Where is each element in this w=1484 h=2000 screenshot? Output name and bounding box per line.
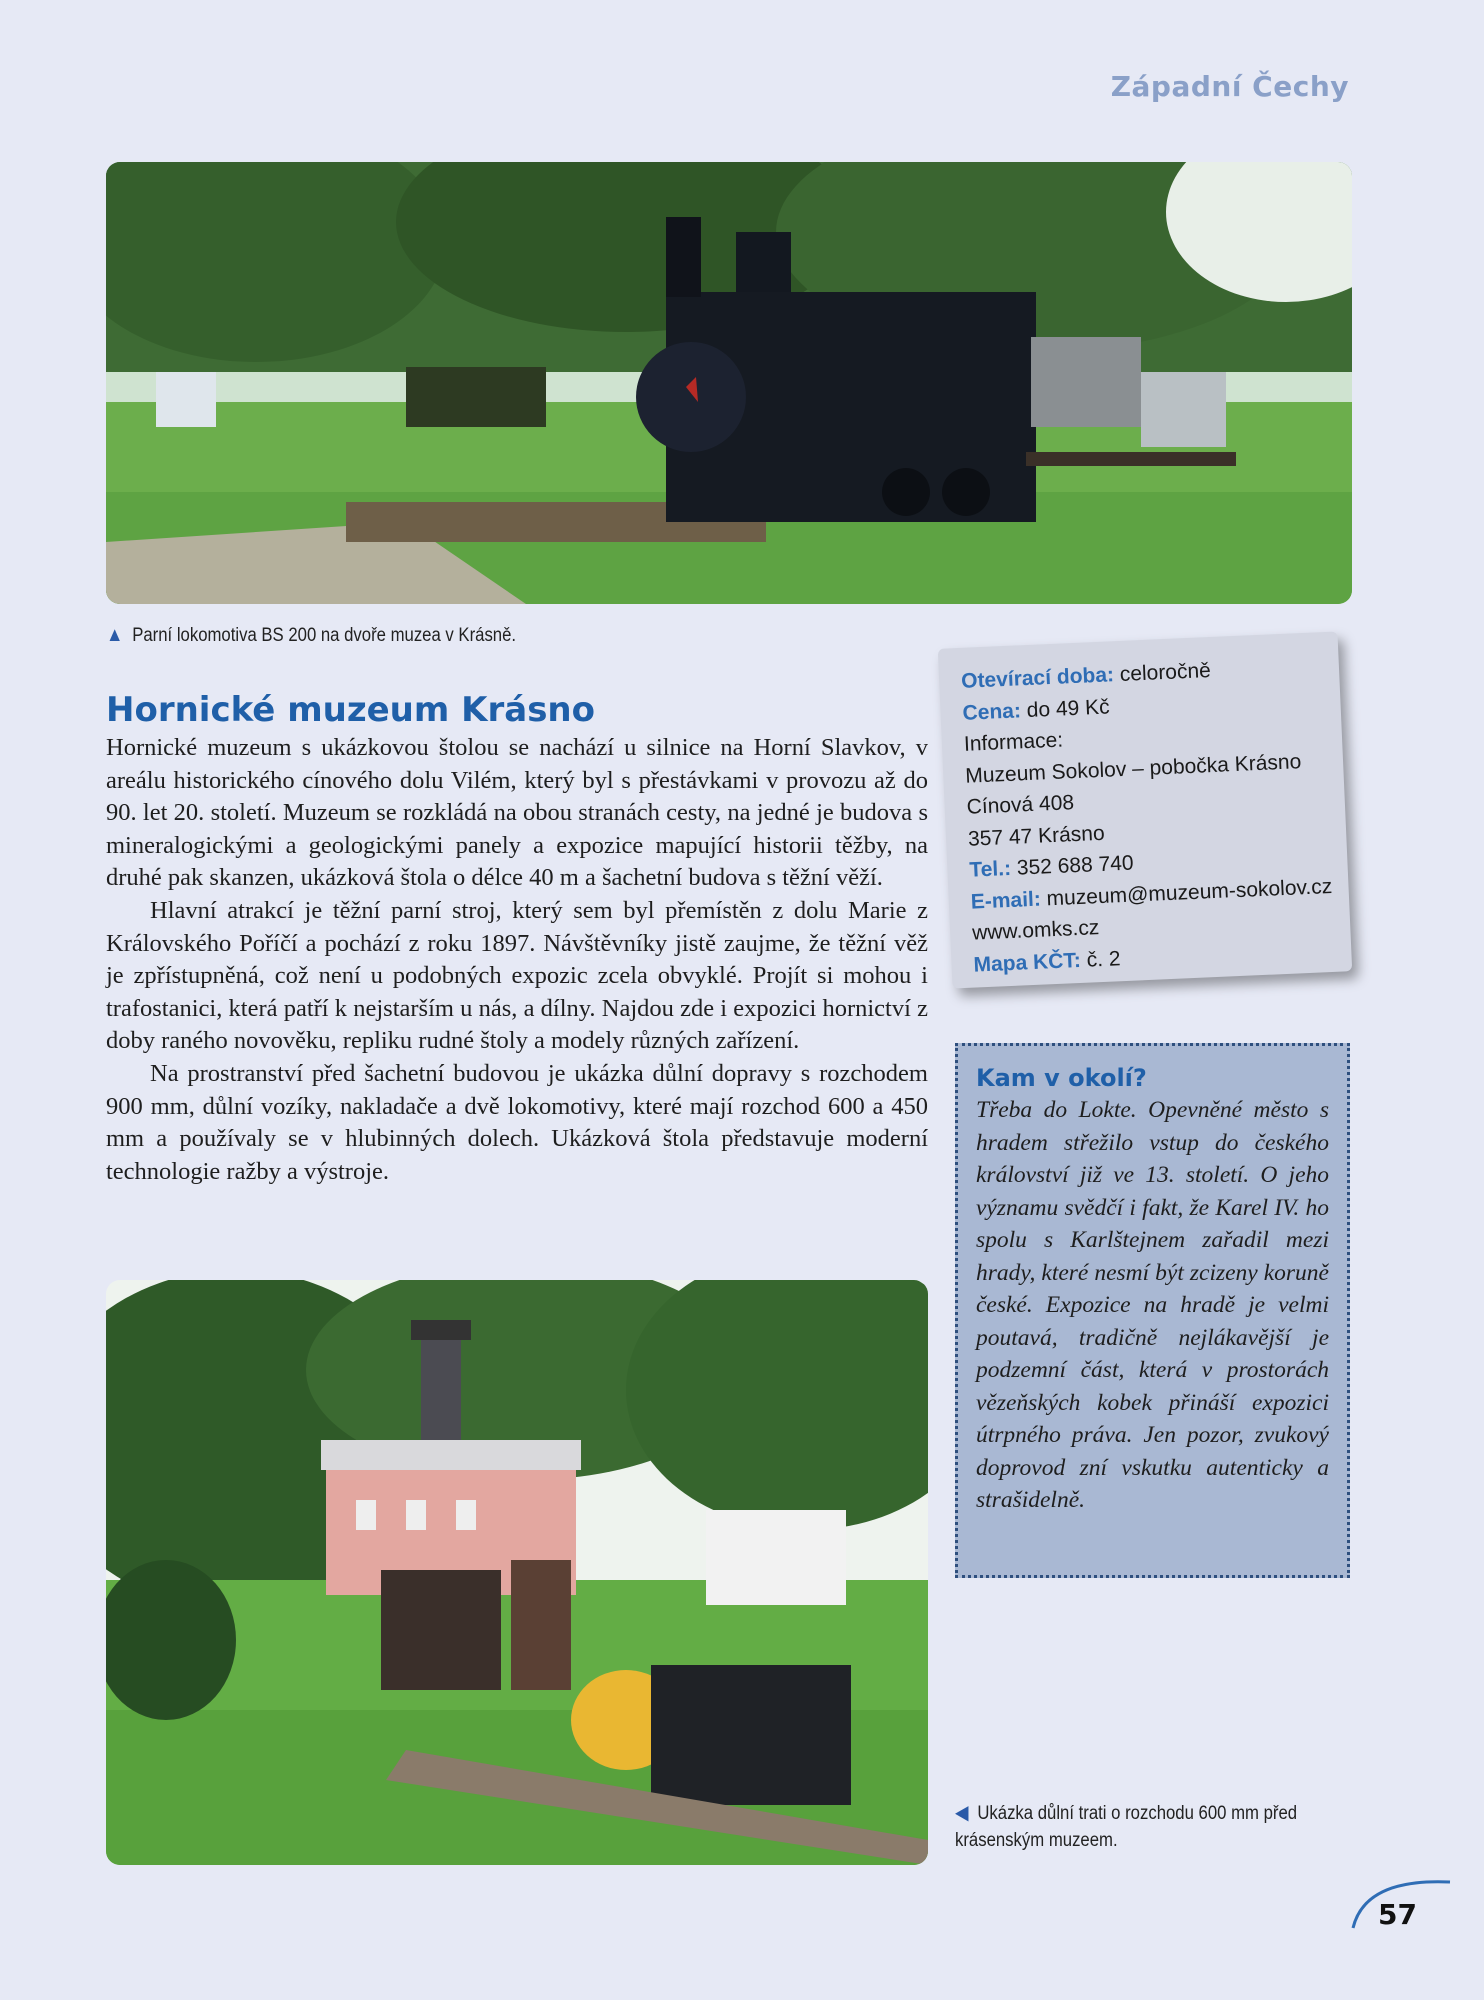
mine-rail-photo (106, 1280, 928, 1865)
map-number: Mapa KČT: č. 2 (973, 946, 1121, 977)
article-paragraph: Hornické muzeum s ukázkovou štolou se nachází u silnice na Horní Slavkov, v areálu historického cínového dolu Vilém, který byl s přestávkami v provozu až do 90. let 20. století. Muzeum se rozkládá na obou stranách cesty, na jedné je budova s mineralogickými a geologickými panely a expozice mapující historii těžby, na druhé pak skanzen, ukázková štola o délce 40 m a šachetní budova s těžní věží. (106, 734, 928, 892)
bottom-caption-text: Ukázka důlní trati o rozchodu 600 mm před krásenským muzeem. (955, 1803, 1298, 1851)
top-caption-text: Parní lokomotiva BS 200 na dvoře muzea v Krásně. (132, 625, 517, 646)
bottom-photo-caption (955, 1800, 1307, 1854)
page-number: 57 (1378, 1898, 1417, 1931)
organization: Muzeum Sokolov – pobočka Krásno (964, 749, 1302, 788)
city-address: 357 47 Krásno (967, 821, 1106, 851)
caption-triangle-icon: ▲ (106, 624, 124, 646)
street-address: Cínová 408 (966, 791, 1075, 819)
website: www.omks.cz (971, 916, 1100, 945)
article-paragraph: Na prostranství před šachetní budovou je ukázka důlní dopravy s rozchodem 900 mm, důlní vozíky, nakladače a dvě lokomotivy, které mají rozchod 600 a 450 mm a používaly se v hlubinných dolech. Ukázková štola představuje moderní technologie ražby a výstroje. (106, 1059, 928, 1185)
info-card (938, 631, 1352, 988)
article-paragraph: Hlavní atrakcí je těžní parní stroj, který sem byl přemístěn z dolu Marie z Královského Poříčí a pochází z roku 1897. Návštěvníky jistě zaujme, že těžní věž je zpřístupněná, což není u podobných expozic zcela obvyklé. Projít si mohou i trafostanici, která patří k nejstarším u nás, a dílny. Najdou zde i expozici hornictví z doby raného novověku, repliku rudné štoly a modely různých zařízení. (106, 896, 928, 1055)
opening-hours: Otevírací doba: celoročně (960, 659, 1212, 693)
nearby-text: Třeba do Lokte. Opevněné město s hradem střežilo vstup do českého království již ve 13. století. O jeho významu svědčí i fakt, že Karel IV. ho spolu s Karlštejnem zařadil mezi hrady, které nesmí být zcizeny koruně české. Expozice na hradě je velmi poutavá, tradičně nejlákavější je podzemní část, která v prostorách vězeňských kobek přináší expozici útrpného práva. Jen pozor, zvukový doprovod zní vskutku autenticky a strašidelně. (976, 1097, 1329, 1513)
email: E-mail: muzeum@muzeum-sokolov.cz (970, 874, 1333, 914)
info-label: Informace: (963, 728, 1064, 756)
article-body (106, 732, 928, 1188)
nearby-box (955, 1043, 1350, 1578)
locomotive-photo (106, 162, 1352, 604)
price: Cena: do 49 Kč (962, 694, 1111, 725)
nearby-title: Kam v okolí? (976, 1064, 1147, 1092)
top-photo-caption (106, 622, 722, 649)
region-header: Západní Čechy (1110, 70, 1349, 103)
caption-left-triangle-icon: ◀ (955, 1802, 969, 1824)
article-title: Hornické muzeum Krásno (106, 690, 595, 730)
phone: Tel.: 352 688 740 (968, 851, 1135, 882)
